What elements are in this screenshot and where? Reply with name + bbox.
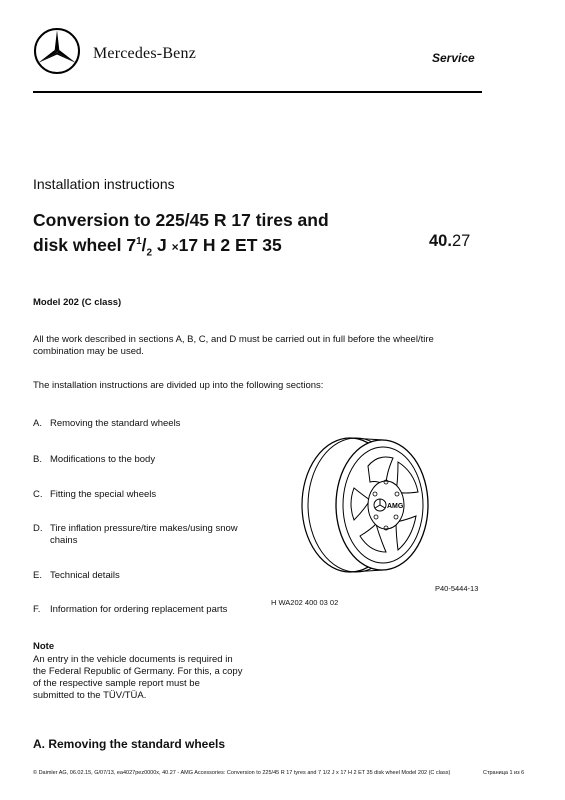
- section-item-c: [33, 489, 263, 501]
- part-number: H WA202 400 03 02: [271, 598, 339, 607]
- note-text: An entry in the vehicle documents is required in the Federal Republic of Germany. For this, a copy of the respective sample report must be submitted to the TÜV/TÜA.: [33, 654, 243, 701]
- page-indicator: Страница 1 из 6: [483, 770, 525, 776]
- section-letter: F.: [33, 604, 41, 615]
- section-text: Information for ordering replacement parts: [50, 604, 228, 615]
- section-a-heading: A. Removing the standard wheels: [33, 737, 226, 751]
- model-heading: Model 202 (C class): [33, 297, 122, 308]
- title-line-1: Conversion to 225/45 R 17 tires and: [33, 210, 329, 230]
- header-divider: [33, 91, 482, 93]
- section-letter: B.: [33, 454, 42, 465]
- section-item-d: [33, 523, 263, 547]
- section-item-a: [33, 418, 263, 430]
- title-line-2: disk wheel $7^1/_2$ J ×17 H 2 ET 35: [33, 234, 282, 259]
- section-text: Tire inflation pressure/tire makes/using snow: [50, 523, 238, 534]
- section-text: Modifications to the body: [50, 454, 156, 465]
- section-item-b: [33, 454, 263, 466]
- title-part-c: 17 H 2 ET 35: [178, 234, 282, 255]
- wheel-badge-text: AMG: [387, 503, 404, 510]
- times-sign: ×: [171, 239, 179, 254]
- mercedes-star-logo-icon: [33, 27, 81, 75]
- wheel-illustration: [298, 434, 430, 576]
- document-number: [429, 232, 470, 251]
- title-part-b: J: [152, 234, 172, 255]
- section-text-continued: chains: [50, 535, 78, 546]
- intro-paragraph: All the work described in sections A, B, C, and D must be carried out in full before the wheel/tire combination may be used.: [33, 334, 434, 357]
- brand-name: Mercedes-Benz: [93, 45, 196, 62]
- section-letter: A.: [33, 418, 42, 429]
- figure-code: P40-5444-13: [435, 584, 479, 593]
- section-letter: E.: [33, 570, 42, 581]
- section-text: Technical details: [50, 570, 120, 581]
- title-part-a: disk wheel 7: [33, 234, 137, 255]
- footer-text: © Daimler AG, 06.02.15, G/07/13, ea4027pez0000x, 40.27 - AMG Accessories: Conversion to 225/45 R 17 tyres and 7 1/2 J x 17 H 2 ET 35 disk wheel Model 202 (C class): [33, 770, 451, 776]
- note-heading: Note: [33, 641, 55, 652]
- fraction-numerator: 1: [136, 236, 142, 247]
- document-number-sub: 27: [451, 232, 471, 250]
- fraction-denominator: 2: [146, 247, 153, 259]
- section-text: Removing the standard wheels: [50, 418, 181, 429]
- document-title: [33, 209, 329, 264]
- section-text: Fitting the special wheels: [50, 489, 157, 500]
- section-letter: C.: [33, 489, 43, 500]
- section-letter: D.: [33, 523, 43, 534]
- document-type: Installation instructions: [33, 176, 175, 192]
- sections-intro: The installation instructions are divided up into the following sections:: [33, 380, 324, 391]
- document-number-main: 40.: [429, 232, 452, 250]
- section-item-f: [33, 604, 263, 616]
- service-label: Service: [432, 51, 475, 65]
- section-item-e: [33, 570, 263, 582]
